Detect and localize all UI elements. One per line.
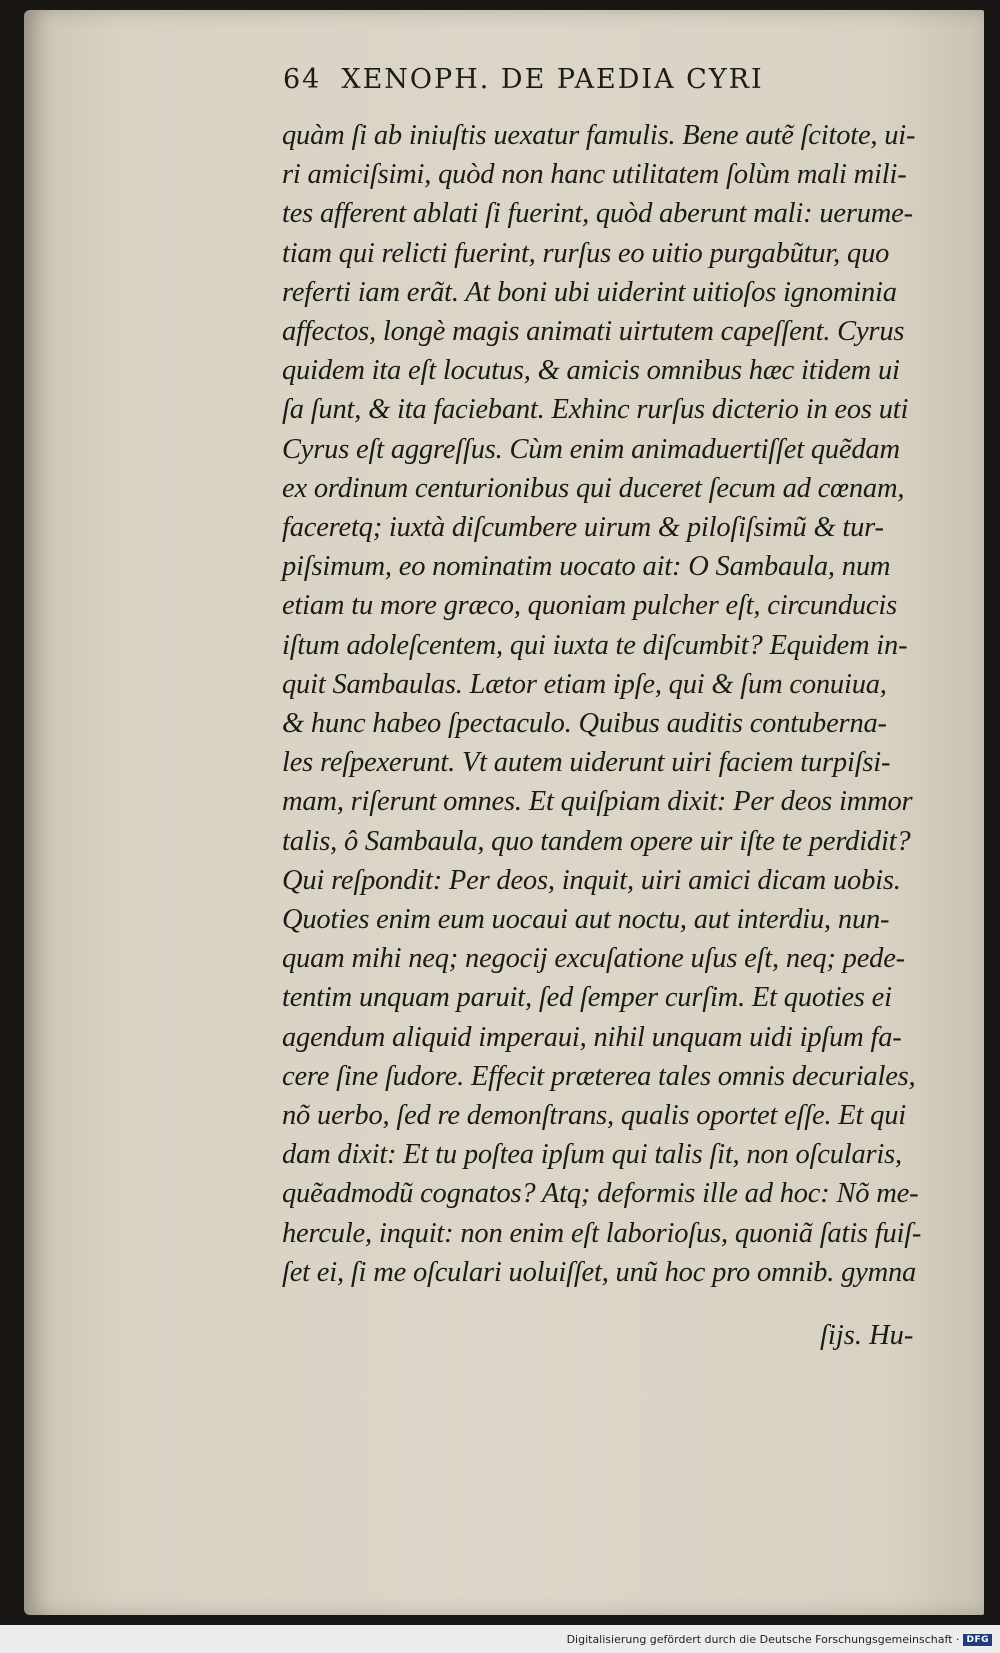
text-line: quidem ita eſt locutus, & amicis omnibus hæc itidem ui	[282, 355, 900, 387]
text-line: agendum aliquid imperaui, nihil unquam uidi ipſum fa-	[282, 1021, 902, 1053]
body-text	[282, 116, 927, 1292]
running-title: XENOPH. DE PAEDIA CYRI	[341, 64, 764, 95]
text-line: etiam tu more græco, quoniam pulcher eſt, circunducis	[282, 590, 897, 622]
text-line: tes afferent ablati ſi fuerint, quòd aberunt mali: uerume-	[282, 198, 913, 230]
text-line: dam dixit: Et tu poſtea ipſum qui talis ſit, non oſcularis,	[282, 1139, 902, 1171]
text-line: les reſpexerunt. Vt autem uiderunt uiri faciem turpiſsi-	[282, 747, 891, 779]
text-line: faceretq; iuxtà diſcumbere uirum & piloſiſsimũ & tur-	[282, 512, 884, 544]
text-line: affectos, longè magis animati uirtutem capeſſent. Cyrus	[282, 316, 905, 348]
text-line: ſet ei, ſi me oſculari uoluiſſet, unũ hoc pro omnib. gymna	[282, 1256, 917, 1288]
text-line: Cyrus eſt aggreſſus. Cùm enim animaduertiſſet quẽdam	[282, 433, 900, 465]
text-line: hercule, inquit: non enim eſt laborioſus, quoniã ſatis fuiſ-	[282, 1217, 922, 1249]
catchword: ſijs. Hu-	[820, 1320, 914, 1351]
text-line: mam, riſerunt omnes. Et quiſpiam dixit: Per deos immor	[282, 786, 913, 818]
text-line: tentim unquam paruit, ſed ſemper curſim. Et quoties ei	[282, 982, 892, 1014]
text-line: & hunc habeo ſpectaculo. Quibus auditis contuberna-	[282, 708, 887, 740]
text-line: referti iam erãt. At boni ubi uiderint uitioſos ignominia	[282, 276, 897, 308]
dfg-logo: DFG	[963, 1634, 992, 1646]
text-line: quàm ſi ab iniuſtis uexatur famulis. Bene autẽ ſcitote, ui-	[282, 120, 916, 151]
text-line: quẽadmodũ cognatos? Atq; deformis ille ad hoc: Nõ me-	[282, 1178, 919, 1210]
text-line: talis, ô Sambaula, quo tandem opere uir iſte te perdidit?	[282, 825, 911, 857]
text-line: piſsimum, eo nominatim uocato ait: O Sambaula, num	[282, 551, 891, 583]
text-line: ſa ſunt, & ita faciebant. Exhinc rurſus dicterio in eos uti	[282, 394, 909, 426]
text-line: Qui reſpondit: Per deos, inquit, uiri amici dicam uobis.	[282, 864, 901, 896]
digitization-credit	[567, 1633, 992, 1646]
text-line: quit Sambaulas. Lætor etiam ipſe, qui & ſum conuiua,	[282, 668, 887, 700]
text-line: nõ uerbo, ſed re demonſtrans, qualis oportet eſſe. Et qui	[282, 1100, 906, 1132]
text-line: Quoties enim eum uocaui aut noctu, aut interdiu, nun-	[282, 904, 890, 936]
credit-text: Digitalisierung gefördert durch die Deutsche Forschungsgemeinschaft ·	[566, 1633, 960, 1646]
text-line: cere ſine ſudore. Effecit præterea tales omnis decuriales,	[282, 1060, 916, 1092]
text-line: tiam qui relicti fuerint, rurſus eo uitio purgabũtur, quo	[282, 237, 890, 269]
running-header	[283, 64, 883, 95]
text-line: ex ordinum centurionibus qui duceret ſecum ad cœnam,	[282, 472, 905, 504]
text-line: ri amiciſsimi, quòd non hanc utilitatem ſolùm mali mili-	[282, 159, 907, 191]
text-line: quam mihi neq; negocij excuſatione uſus eſt, neq; pede-	[282, 943, 905, 975]
text-line: iſtum adoleſcentem, qui iuxta te diſcumbit? Equidem in-	[282, 629, 908, 661]
page-number: 64	[283, 64, 322, 95]
